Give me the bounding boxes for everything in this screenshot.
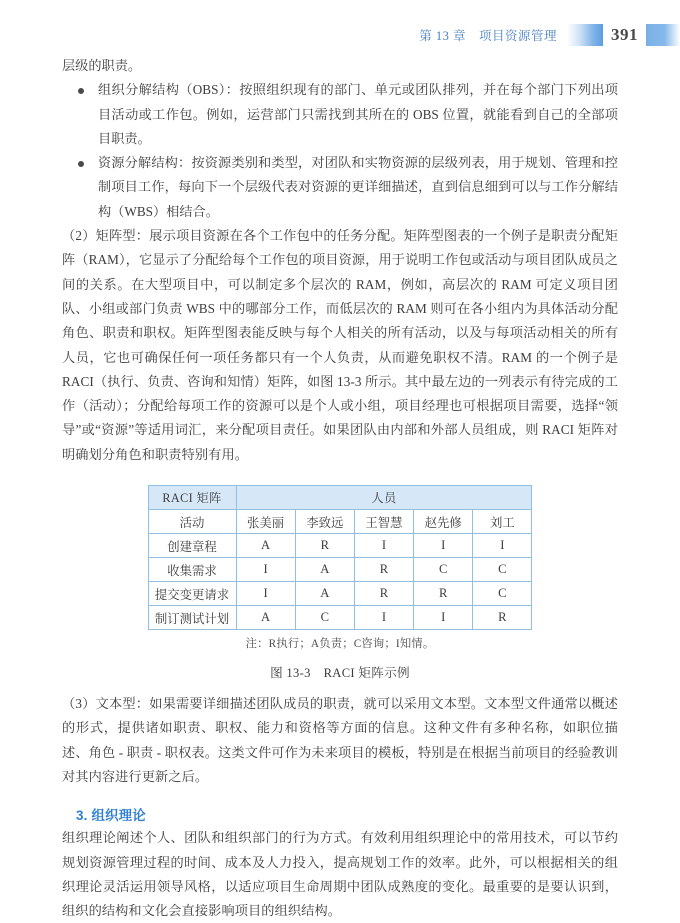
table-title-cell: RACI 矩阵 (148, 486, 236, 510)
list-item (76, 151, 618, 224)
cell-raci-code: I (236, 582, 295, 606)
column-header-person: 李致远 (295, 510, 354, 534)
continuation-line: 层级的职责。 (62, 58, 142, 73)
cell-raci-code: A (295, 558, 354, 582)
cell-raci-code: R (295, 534, 354, 558)
column-header-person: 赵先修 (414, 510, 473, 534)
paragraph-text-type: （3）文本型：如果需要详细描述团队成员的职责，就可以采用文本型。文本型文件通常以概述的形式，提供诸如职责、职权、能力和资格等方面的信息。这种文件有多种名称，如职位描述、角色 - 职责 - 职权表。这类文件可作为未来项目的模板，特别是在根据当前项目的经验教训对其内容进行更新之后。 (62, 696, 618, 784)
table-group-header-people: 人员 (236, 486, 532, 510)
list-item-text: 组织分解结构（OBS）：按照组织现有的部门、单元或团队排列，并在每个部门下列出项目活动或工作包。例如，运营部门只需找到其所在的 OBS 位置，就能看到自己的全部项目职责。 (98, 82, 618, 146)
table-footnote: 注：R执行；A负责；C咨询；I知情。 (245, 638, 435, 651)
list-item (76, 78, 618, 151)
cell-raci-code: A (236, 534, 295, 558)
cell-raci-code: C (473, 582, 532, 606)
table-row (148, 582, 532, 606)
cell-raci-code: I (354, 606, 413, 630)
cell-raci-code: R (473, 606, 532, 630)
header-gradient-swatch-right (646, 24, 680, 46)
figure-caption: 图 13-3 RACI 矩阵示例 (270, 666, 410, 681)
cell-raci-code: I (236, 558, 295, 582)
page-running-head (0, 22, 680, 48)
cell-activity: 提交变更请求 (148, 582, 236, 606)
page-number: 391 (611, 25, 638, 44)
cell-raci-code: C (295, 606, 354, 630)
cell-raci-code: R (354, 558, 413, 582)
column-header-person: 张美丽 (236, 510, 295, 534)
cell-raci-code: A (236, 606, 295, 630)
bullet-dot-icon (78, 88, 84, 94)
cell-raci-code: C (473, 558, 532, 582)
list-item-text: 资源分解结构：按资源类别和类型，对团队和实物资源的层级列表，用于规划、管理和控制项目工作，每向下一个层级代表对资源的更详细描述，直到信息细到可以与工作分解结构（WBS）相结合。 (98, 155, 618, 219)
paragraph-matrix-type: （2）矩阵型：展示项目资源在各个工作包中的任务分配。矩阵型图表的一个例子是职责分配矩阵（RAM），它显示了分配给每个工作包的项目资源，用于说明工作包或活动与项目团队成员之间的关系。在大型项目中，可以制定多个层次的 RAM，例如，高层次的 RAM 可定义项目团队、小组或部门负责 WBS 中的哪部分工作，而低层次的 RAM 则可在各小组内为具体活动分配角色、职责和职权。矩阵型图表能反映与每个人相关的所有活动，以及与每项活动相关的所有人员，它也可确保任何一项任务都只有一个人负责，从而避免职权不清。RAM 的一个例子是 RACI（执行、负责、咨询和知情）矩阵，如图 13-3 所示。其中最左边的一列表示有待完成的工作（活动）；分配给每项工作的资源可以是个人或小组，项目经理也可根据项目需要，选择“领导”或“资源”等适用词汇，来分配项目责任。如果团队由内部和外部人员组成，则 RACI 矩阵对明确划分角色和职责特别有用。 (62, 228, 618, 462)
chapter-title: 第 13 章 项目资源管理 (419, 29, 557, 43)
cell-activity: 收集需求 (148, 558, 236, 582)
raci-matrix-table (148, 485, 533, 630)
cell-activity: 制订测试计划 (148, 606, 236, 630)
cell-activity: 创建章程 (148, 534, 236, 558)
column-header-person: 刘工 (473, 510, 532, 534)
table-subheader-row (148, 510, 532, 534)
cell-raci-code: I (414, 534, 473, 558)
paragraph-organization-theory: 组织理论阐述个人、团队和组织部门的行为方式。有效利用组织理论中的常用技术，可以节约规划资源管理过程的时间、成本及人力投入，提高规划工作的效率。此外，可以根据相关的组织理论灵活运用领导风格，以适应项目生命周期中团队成熟度的变化。最重要的是要认识到，组织的结构和文化会直接影响项目的组织结构。 (62, 830, 618, 919)
table-row (148, 606, 532, 630)
cell-raci-code: R (414, 582, 473, 606)
bullet-dot-icon (78, 161, 84, 167)
cell-raci-code: I (414, 606, 473, 630)
page-content (62, 54, 618, 923)
column-header-activity: 活动 (148, 510, 236, 534)
section-heading-organization-theory: 3. 组织理论 (76, 808, 146, 824)
table-row (148, 534, 532, 558)
cell-raci-code: A (295, 582, 354, 606)
structure-bullet-list (62, 78, 618, 224)
cell-raci-code: C (414, 558, 473, 582)
cell-raci-code: I (473, 534, 532, 558)
column-header-person: 王智慧 (354, 510, 413, 534)
table-row (148, 558, 532, 582)
cell-raci-code: R (354, 582, 413, 606)
figure-13-3 (62, 485, 618, 681)
header-gradient-swatch-left (567, 24, 603, 46)
cell-raci-code: I (354, 534, 413, 558)
table-header-row (148, 486, 532, 510)
